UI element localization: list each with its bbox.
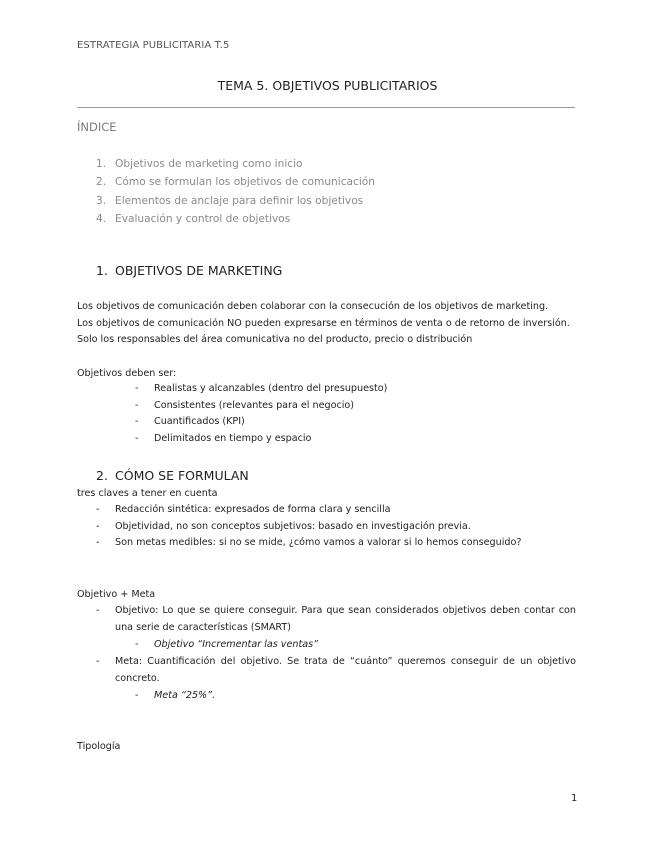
section-1-list-intro: Objetivos deben ser: <box>77 368 177 379</box>
section-1-list <box>135 381 388 448</box>
index-item-text: Evaluación y control de objetivos <box>115 212 291 225</box>
tipologia-heading: Tipología <box>77 741 121 752</box>
index-item <box>96 155 375 173</box>
objetivo-description: Objetivo: Lo que se quiere conseguir. Para que sean considerados objetivos deben contar con una serie de características (SMART) <box>115 605 576 633</box>
index-heading: ÍNDICE <box>77 120 117 134</box>
section-2-title: CÓMO SE FORMULAN <box>115 468 249 483</box>
list-item: - Son metas medibles: si no se mide, ¿cómo vamos a valorar si lo hemos conseguido? <box>96 537 522 549</box>
list-item-text: Delimitados en tiempo y espacio <box>154 433 312 445</box>
meta-description: Meta: Cuantificación del objetivo. Se trata de “cuánto” queremos conseguir de un objetivo concreto. <box>115 656 576 684</box>
section-1-title: OBJETIVOS DE MARKETING <box>115 263 283 278</box>
document-title: TEMA 5. OBJETIVOS PUBLICITARIOS <box>217 78 438 93</box>
index-item-number: 4. <box>96 212 107 225</box>
index-item <box>96 173 375 191</box>
list-item: - Objetividad, no son conceptos subjetivos: basado en investigación previa. <box>96 520 471 532</box>
index-item-number: 2. <box>96 176 107 189</box>
title-divider <box>77 107 575 108</box>
objetivo-dash: - <box>96 605 100 616</box>
running-header: ESTRATEGIA PUBLICITARIA T.5 <box>77 40 230 51</box>
index-item-text: Elementos de anclaje para definir los objetivos <box>115 194 364 207</box>
list-item-text: Cuantificados (KPI) <box>154 416 245 428</box>
list-item: - Consistentes (relevantes para el negocio) <box>135 399 355 411</box>
index-item-number: 1. <box>96 158 107 170</box>
section-1-number: 1. <box>96 263 108 278</box>
index-item <box>96 210 375 228</box>
index-item <box>96 192 375 210</box>
list-item: - Cuantificados (KPI) <box>135 416 245 428</box>
index-list <box>96 155 375 228</box>
index-item-number: 3. <box>96 194 107 207</box>
list-item-text: Objetividad, no son conceptos subjetivos: basado en investigación previa. <box>115 520 471 532</box>
paragraph-line: Los objetivos de comunicación NO pueden expresarse en términos de venta o de retorno de inversión. <box>77 317 570 329</box>
list-item-text: Consistentes (relevantes para el negocio) <box>154 399 355 411</box>
objetivo-example: Objetivo “Incrementar las ventas” <box>154 639 319 650</box>
list-item-text: Realistas y alcanzables (dentro del presupuesto) <box>154 383 388 394</box>
objetivo-example-dash: - <box>135 639 139 650</box>
meta-example-dash: - <box>135 690 139 701</box>
formula-heading: Objetivo + Meta <box>77 589 156 600</box>
list-item: - Redacción sintética: expresados de forma clara y sencilla <box>96 504 391 515</box>
list-item-text: Redacción sintética: expresados de forma clara y sencilla <box>115 504 391 515</box>
section-1-paragraph <box>77 299 570 349</box>
index-item-text: Cómo se formulan los objetivos de comunicación <box>115 176 375 189</box>
meta-example: Meta “25%”. <box>154 690 216 701</box>
paragraph-line: Los objetivos de comunicación deben colaborar con la consecución de los objetivos de marketing. <box>77 301 549 312</box>
list-item: - Delimitados en tiempo y espacio <box>135 433 312 445</box>
section-2-list <box>96 502 522 552</box>
section-2-heading <box>96 468 249 483</box>
page-number: 1 <box>571 793 578 804</box>
section-2-intro: tres claves a tener en cuenta <box>77 488 218 499</box>
list-item: - Realistas y alcanzables (dentro del presupuesto) <box>135 383 388 394</box>
section-1-heading <box>96 263 282 278</box>
meta-dash: - <box>96 656 100 667</box>
paragraph-line: Solo los responsables del área comunicativa no del producto, precio o distribución <box>77 334 473 345</box>
list-item-text: Son metas medibles: si no se mide, ¿cómo vamos a valorar si lo hemos conseguido? <box>115 537 522 549</box>
index-item-text: Objetivos de marketing como inicio <box>115 158 303 170</box>
section-2-number: 2. <box>96 468 108 483</box>
